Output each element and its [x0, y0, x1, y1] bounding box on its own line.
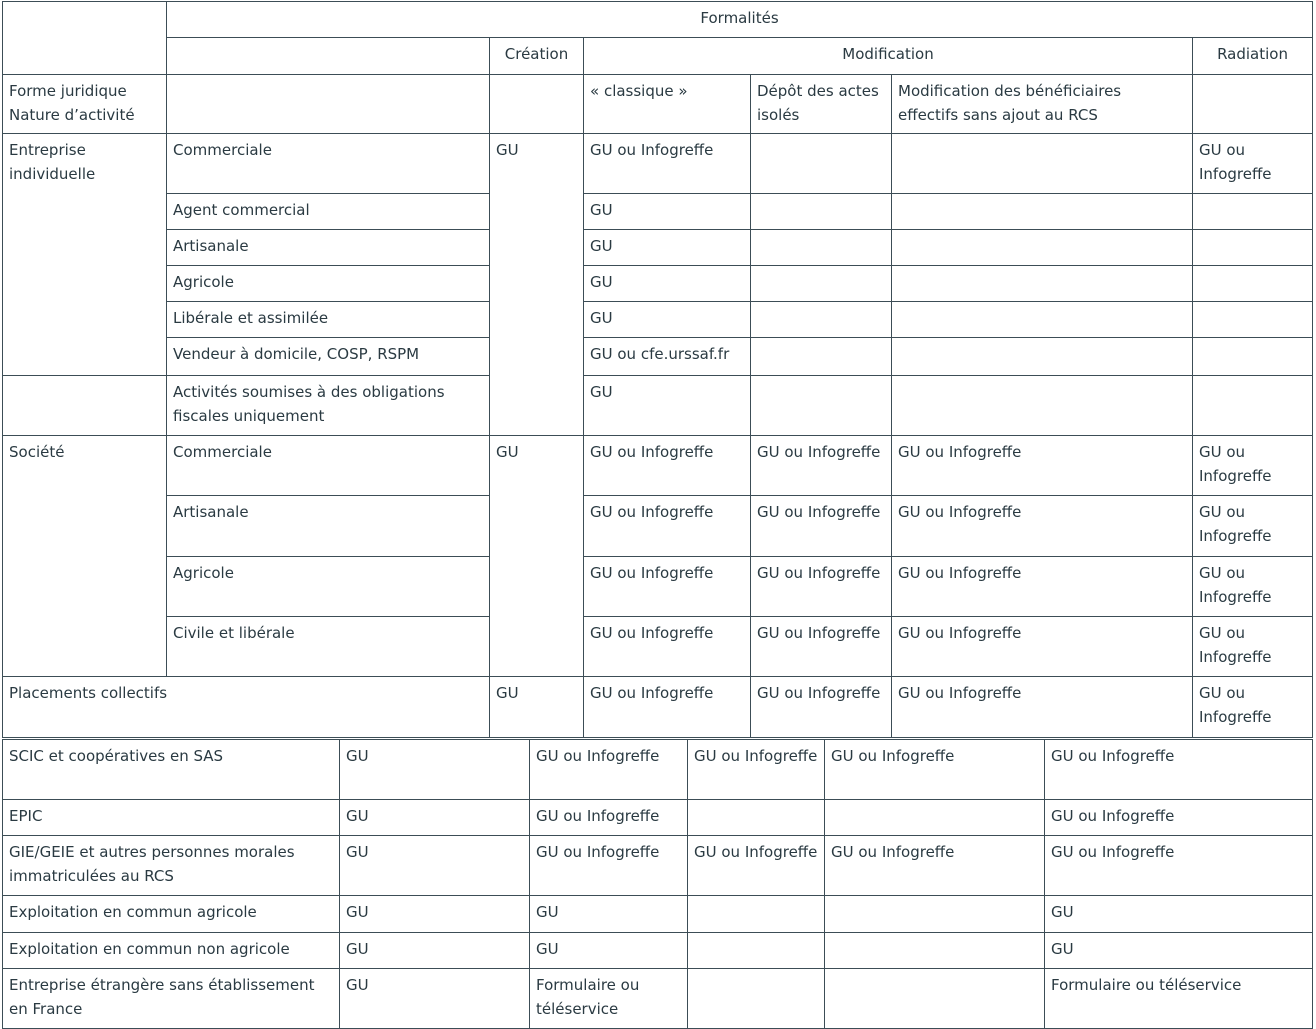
value-cell: GU ou Infogreffe — [584, 557, 751, 617]
value-cell: GU ou Infogreffe — [825, 740, 1045, 800]
value-cell: GU — [1045, 933, 1313, 969]
autres-formes-table — [2, 739, 1313, 1029]
header-empty — [490, 75, 584, 134]
empty-cell — [751, 302, 892, 338]
value-cell: GU ou Infogreffe — [1193, 557, 1313, 617]
value-cell: GU — [530, 933, 688, 969]
value-cell: GU — [584, 230, 751, 266]
value-cell: GU ou Infogreffe — [584, 496, 751, 557]
header-classique: « classique » — [584, 75, 751, 134]
value-cell: GU — [340, 836, 530, 896]
value-cell: GU — [340, 800, 530, 836]
value-cell: GU ou Infogreffe — [892, 677, 1193, 738]
header-modification: Modification — [584, 38, 1193, 75]
activity-label: Artisanale — [167, 230, 490, 266]
value-cell: GU ou Infogreffe — [751, 677, 892, 738]
value-cell: GU — [584, 302, 751, 338]
header-empty — [167, 75, 490, 134]
empty-cell — [825, 933, 1045, 969]
value-cell: GU ou Infogreffe — [584, 617, 751, 677]
empty-cell — [1193, 338, 1313, 376]
value-cell: GU ou Infogreffe — [1193, 436, 1313, 496]
empty-cell — [892, 266, 1193, 302]
value-cell: GU ou Infogreffe — [530, 836, 688, 896]
row-label-societe: Société — [3, 436, 167, 677]
value-cell: GU — [530, 896, 688, 933]
row-label-epic: EPIC — [3, 800, 340, 836]
empty-cell — [825, 896, 1045, 933]
value-cell: GU — [340, 740, 530, 800]
empty-cell — [892, 230, 1193, 266]
row-label-gie: GIE/GEIE et autres personnes morales immatriculées au RCS — [3, 836, 340, 896]
value-cell: GU ou Infogreffe — [751, 436, 892, 496]
activity-label: Libérale et assimilée — [167, 302, 490, 338]
creation-cell: GU — [490, 436, 584, 677]
creation-cell: GU — [490, 677, 584, 738]
value-cell: GU ou Infogreffe — [751, 617, 892, 677]
header-radiation: Radiation — [1193, 38, 1313, 75]
empty-cell — [688, 933, 825, 969]
value-cell: GU ou Infogreffe — [751, 557, 892, 617]
empty-cell — [751, 338, 892, 376]
row-label-scic: SCIC et coopératives en SAS — [3, 740, 340, 800]
value-cell: GU ou Infogreffe — [584, 436, 751, 496]
value-cell: GU — [1045, 896, 1313, 933]
value-cell: GU ou Infogreffe — [825, 836, 1045, 896]
header-forme-juridique — [3, 75, 167, 134]
empty-cell — [751, 230, 892, 266]
activity-label: Activités soumises à des obligations fiscales uniquement — [167, 376, 490, 436]
value-cell: GU ou Infogreffe — [1045, 800, 1313, 836]
empty-cell — [892, 194, 1193, 230]
empty-cell — [892, 338, 1193, 376]
value-cell: GU ou Infogreffe — [530, 800, 688, 836]
nature-activite-label: Nature d’activité — [9, 106, 135, 124]
value-cell: GU ou Infogreffe — [1045, 740, 1313, 800]
empty-cell — [825, 969, 1045, 1029]
value-cell: GU ou Infogreffe — [584, 134, 751, 194]
empty-cell — [1193, 302, 1313, 338]
creation-cell: GU — [490, 134, 584, 436]
value-cell: GU ou Infogreffe — [1193, 496, 1313, 557]
value-cell: GU ou Infogreffe — [530, 740, 688, 800]
value-cell: GU ou Infogreffe — [892, 436, 1193, 496]
value-cell: GU ou Infogreffe — [1193, 677, 1313, 738]
row-label-entreprise-individuelle: Entreprise individuelle — [3, 134, 167, 376]
empty-cell — [3, 376, 167, 436]
empty-cell — [892, 302, 1193, 338]
value-cell: GU — [340, 933, 530, 969]
value-cell: GU ou Infogreffe — [892, 557, 1193, 617]
row-label-exploitation-agricole: Exploitation en commun agricole — [3, 896, 340, 933]
empty-cell — [1193, 376, 1313, 436]
activity-label: Agricole — [167, 557, 490, 617]
row-label-entreprise-etrangere: Entreprise étrangère sans établissement en France — [3, 969, 340, 1029]
value-cell: GU — [340, 896, 530, 933]
empty-cell — [751, 376, 892, 436]
value-cell: GU ou Infogreffe — [1045, 836, 1313, 896]
value-cell: GU ou Infogreffe — [688, 836, 825, 896]
forme-juridique-label: Forme juridique — [9, 82, 127, 100]
value-cell: GU — [584, 266, 751, 302]
value-cell: Formulaire ou téléservice — [1045, 969, 1313, 1029]
activity-label: Agricole — [167, 266, 490, 302]
header-empty — [167, 38, 490, 75]
activity-label: Civile et libérale — [167, 617, 490, 677]
empty-cell — [892, 376, 1193, 436]
value-cell: GU ou Infogreffe — [584, 677, 751, 738]
empty-cell — [1193, 194, 1313, 230]
empty-cell — [751, 266, 892, 302]
value-cell: Formulaire ou téléservice — [530, 969, 688, 1029]
empty-cell — [1193, 266, 1313, 302]
value-cell: GU — [584, 194, 751, 230]
activity-label: Commerciale — [167, 134, 490, 194]
header-depot-actes: Dépôt des actes isolés — [751, 75, 892, 134]
header-formalites: Formalités — [167, 2, 1313, 38]
header-empty — [1193, 75, 1313, 134]
value-cell: GU ou Infogreffe — [688, 740, 825, 800]
value-cell: GU ou Infogreffe — [892, 617, 1193, 677]
value-cell: GU ou Infogreffe — [1193, 134, 1313, 194]
corner-cell — [3, 2, 167, 75]
value-cell: GU ou Infogreffe — [1193, 617, 1313, 677]
activity-label: Vendeur à domicile, COSP, RSPM — [167, 338, 490, 376]
empty-cell — [688, 800, 825, 836]
value-cell: GU — [584, 376, 751, 436]
activity-label: Commerciale — [167, 436, 490, 496]
row-label-placements-collectifs: Placements collectifs — [3, 677, 490, 738]
value-cell: GU ou Infogreffe — [751, 496, 892, 557]
empty-cell — [825, 800, 1045, 836]
value-cell: GU ou cfe.urssaf.fr — [584, 338, 751, 376]
activity-label: Agent commercial — [167, 194, 490, 230]
empty-cell — [688, 969, 825, 1029]
activity-label: Artisanale — [167, 496, 490, 557]
row-label-exploitation-non-agricole: Exploitation en commun non agricole — [3, 933, 340, 969]
empty-cell — [751, 134, 892, 194]
header-creation: Création — [490, 38, 584, 75]
header-beneficiaires: Modification des bénéficiaires effectifs sans ajout au RCS — [892, 75, 1193, 134]
empty-cell — [688, 896, 825, 933]
formalites-table — [2, 1, 1313, 738]
empty-cell — [892, 134, 1193, 194]
empty-cell — [1193, 230, 1313, 266]
value-cell: GU ou Infogreffe — [892, 496, 1193, 557]
value-cell: GU — [340, 969, 530, 1029]
empty-cell — [751, 194, 892, 230]
